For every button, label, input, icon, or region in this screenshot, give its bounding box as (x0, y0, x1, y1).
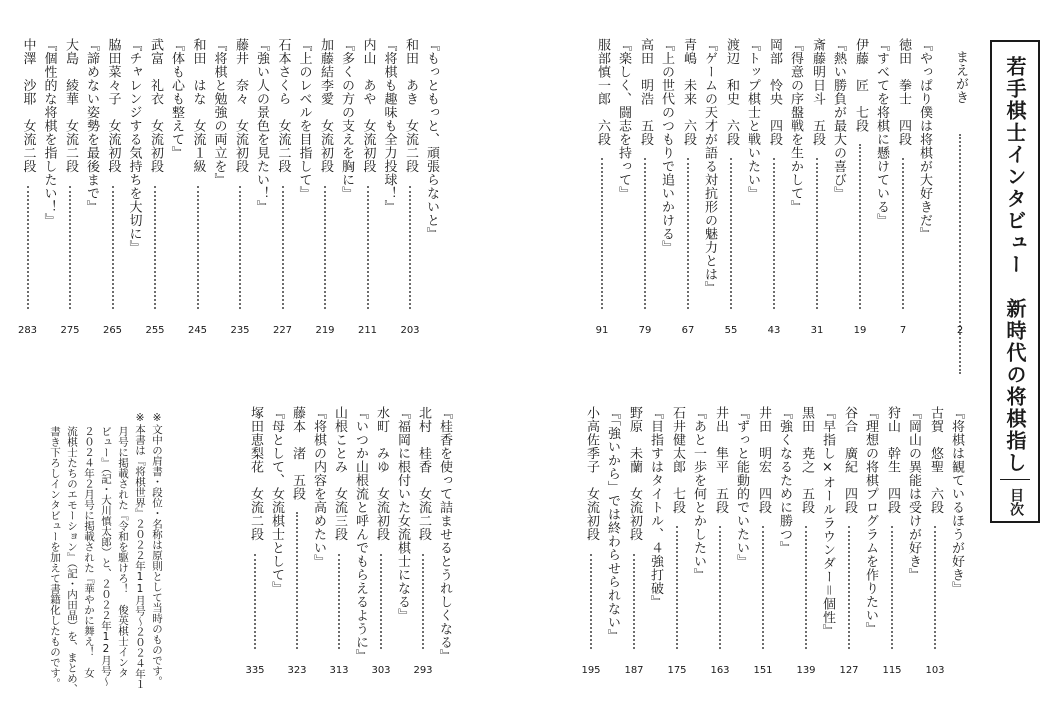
entry-author: 水町 みゆ 女流初段 (374, 406, 389, 541)
leader-dots (239, 186, 241, 309)
entry-author: 伊藤 匠 七段 (853, 38, 868, 133)
entry-title: 『理想の将棋プログラムを作りたい』 (863, 406, 878, 636)
entry-author: 徳田 拳士 四段 (896, 38, 911, 146)
entry-author: 岡部 怜央 四段 (767, 38, 782, 146)
leader-dots (848, 526, 850, 649)
entry-title: 『桂香を使って詰ませるとうれしくなる』 (437, 406, 452, 663)
note-line: ※文中の肩書・段位・名称は原則として当時のものです。 (151, 412, 163, 687)
entry-author: 中澤 沙耶 女流二段 (20, 38, 36, 173)
leader-dots (934, 526, 936, 649)
leader-dots (422, 554, 424, 649)
leader-dots (687, 158, 689, 309)
page-number: 127 (839, 665, 859, 676)
leader-dots (601, 158, 603, 309)
entry-author: 石井健太郎 七段 (670, 406, 685, 514)
entry-title: 『楽しく、闘志を持って』 (616, 38, 631, 200)
page-number: 139 (796, 665, 816, 676)
entry-title: 『目指すはタイトル、４強打破』 (648, 406, 663, 609)
entry-title: 『ゲームの天才が語る対抗形の魅力とは』 (702, 38, 717, 295)
entry-author: 内山 あや 女流初段 (360, 38, 376, 173)
leader-dots (296, 512, 298, 649)
page-number: 115 (882, 665, 902, 676)
leader-dots (816, 158, 818, 309)
entry-title: 『将棋は観ているほうが好き』 (949, 406, 964, 595)
leader-dots (959, 134, 961, 374)
page-number: 303 (371, 665, 391, 676)
title-divider (1000, 479, 1030, 480)
entry-author: 脇田菜々子 女流初段 (105, 38, 121, 173)
entry-title: 『強くなるために勝つ』 (777, 406, 792, 555)
page-number: 245 (187, 325, 208, 336)
page-number: 19 (853, 325, 867, 336)
entry-title: 『得意の序盤戦を生かして』 (788, 38, 803, 214)
leader-dots (644, 158, 646, 309)
note-line: 月号に掲載された『令和を駆けろ！ 俊英棋士インタ (117, 426, 129, 678)
page-number: 163 (710, 665, 730, 676)
leader-dots (590, 554, 592, 649)
title-box (990, 40, 1040, 523)
entry-title: 『将棋も趣味も全力投球！』 (381, 38, 397, 214)
note-line: ※本書は『将棋世界』２０２２年11月号〜２０２４年１ (134, 412, 146, 690)
page-number: 55 (724, 325, 738, 336)
book-title: 若手棋士インタビュー 新時代の将棋指し (1003, 56, 1027, 474)
leader-dots (719, 526, 721, 649)
preface-page-number: 2 (956, 325, 964, 336)
entry-title: 『上の世代のつもりで追いかける』 (659, 38, 674, 254)
leader-dots (254, 554, 256, 649)
leader-dots (197, 186, 199, 309)
leader-dots (773, 158, 775, 309)
leader-dots (633, 554, 635, 649)
entry-title: 『強い人の景色を見たい！』 (254, 38, 269, 214)
entry-author: 北村 桂香 女流二段 (416, 406, 431, 541)
page-number: 43 (767, 325, 781, 336)
page-number: 67 (681, 325, 695, 336)
entry-title: 『多くの方の支えを胸に』 (339, 38, 354, 200)
page-number: 219 (315, 325, 335, 336)
entry-author: 黒田 尭之 五段 (799, 406, 814, 514)
entry-title: 『上のレベルを目指して』 (296, 38, 312, 200)
note-line: 書き下ろしインタビューを加えて書籍化したものです。 (49, 426, 61, 689)
entry-author: 高田 明浩 五段 (638, 38, 653, 146)
entry-author: 加藤結李愛 女流初段 (318, 38, 333, 173)
preface-label: まえがき (953, 50, 968, 104)
entry-author: 和田 あき 女流二段 (403, 38, 418, 173)
page-number: 265 (102, 325, 123, 336)
entry-author: 青嶋 未来 六段 (681, 38, 696, 146)
page-number: 195 (581, 665, 601, 676)
entry-title: 『すべてを将棋に懸けている』 (874, 38, 889, 227)
entry-title: 『諦めない姿勢を最後まで』 (84, 38, 99, 214)
entry-title: 『早指し×オールラウンダー＝個性』 (820, 406, 835, 638)
entry-author: 谷合 廣紀 四段 (842, 406, 857, 514)
entry-title: 『「強いから」では終わらせられない』 (605, 406, 620, 643)
leader-dots (762, 526, 764, 649)
entry-title: 『母として、女流棋士として』 (269, 406, 284, 595)
entry-title: 『トップ棋士と戦いたい』 (745, 38, 760, 200)
leader-dots (891, 526, 893, 649)
leader-dots (805, 526, 807, 649)
entry-author: 古賀 悠聖 六段 (928, 406, 943, 514)
entry-author: 井田 明宏 四段 (756, 406, 771, 514)
leader-dots (112, 186, 114, 309)
page-number: 91 (595, 325, 609, 336)
entry-title: 『個性的な将棋を指したい！』 (41, 38, 57, 227)
page-number: 283 (17, 325, 38, 336)
preface-entry[interactable] (950, 50, 970, 340)
page-number: 323 (287, 665, 307, 676)
note-line: ビュー』（記・大川慎太郎）と、２０２２年12月号〜 (100, 426, 112, 687)
entry-author: 野原 未蘭 女流初段 (627, 406, 642, 541)
page-number: 255 (145, 325, 165, 336)
entry-title: 『岡山の異能は受けが好き』 (906, 406, 921, 582)
page-number: 79 (638, 325, 652, 336)
leader-dots (902, 158, 904, 309)
page-number: 151 (753, 665, 773, 676)
entry-title: 『チャレンジする気持ちを大切に』 (126, 38, 142, 254)
page-number: 211 (357, 325, 378, 336)
page-number: 31 (810, 325, 824, 336)
entry-title: 『あと一歩を何とかしたい』 (691, 406, 706, 582)
note-line: 流棋士たちのエモーション』（記・内田晶）を、まとめ、 (66, 426, 78, 694)
entry-author: 大島 綾華 女流二段 (63, 38, 78, 173)
note-line: ２０２４年２月号に掲載された『華やかに舞え！ 女 (83, 426, 95, 678)
page-number: 7 (899, 325, 907, 336)
leader-dots (676, 526, 678, 649)
toc-heading: 目次 (1008, 488, 1024, 516)
entry-title: 『熱い勝負が最大の喜び』 (831, 38, 846, 200)
leader-dots (409, 186, 411, 309)
entry-title: 『いつか山根流と呼んでもらえるように』 (353, 406, 368, 663)
leader-dots (380, 554, 382, 649)
entry-author: 武富 礼衣 女流初段 (148, 38, 163, 173)
page-number: 203 (400, 325, 420, 336)
page-number: 227 (272, 325, 293, 336)
entry-author: 渡辺 和史 六段 (724, 38, 739, 146)
entry-title: 『やっぱり僕は将棋が大好きだ』 (917, 38, 932, 241)
leader-dots (69, 186, 71, 309)
leader-dots (282, 186, 284, 309)
leader-dots (154, 186, 156, 309)
leader-dots (27, 186, 29, 309)
entry-author: 井出 隼平 五段 (713, 406, 728, 514)
leader-dots (859, 144, 861, 309)
entry-title: 『将棋の内容を高めたい』 (311, 406, 326, 568)
entry-title: 『体も心も整えて』 (169, 38, 184, 160)
entry-author: 石本さくら 女流二段 (275, 38, 291, 173)
leader-dots (338, 554, 340, 649)
entry-author: 狩山 幹生 四段 (885, 406, 900, 514)
entry-author: 塚田恵梨花 女流二段 (248, 406, 263, 541)
page-number: 335 (245, 665, 265, 676)
entry-author: 藤井 奈々 女流初段 (233, 38, 248, 173)
entry-author: 藤本 渚 五段 (290, 406, 305, 501)
page-number: 293 (413, 665, 433, 676)
entry-author: 山根ことみ 女流三段 (332, 406, 347, 541)
leader-dots (324, 186, 326, 309)
page-number: 175 (667, 665, 687, 676)
page-number: 235 (230, 325, 250, 336)
entry-author: 斎藤明日斗 五段 (810, 38, 825, 146)
page-number: 313 (329, 665, 349, 676)
entry-author: 小高佐季子 女流初段 (584, 406, 599, 541)
page-number: 187 (624, 665, 644, 676)
leader-dots (367, 186, 369, 309)
entry-title: 『福岡に根付いた女流棋士になる』 (395, 406, 410, 622)
entry-title: 『将棋と勉強の両立を』 (211, 38, 227, 187)
page-number: 275 (60, 325, 80, 336)
entry-author: 和田 はな 女流１級 (190, 38, 206, 173)
page-number: 103 (925, 665, 945, 676)
entry-title: 『ずっと能動的でいたい』 (734, 406, 749, 568)
leader-dots (730, 158, 732, 309)
entry-title: 『もっともっと、頑張らないと』 (424, 38, 439, 241)
entry-author: 服部慎一郎 六段 (595, 38, 610, 146)
